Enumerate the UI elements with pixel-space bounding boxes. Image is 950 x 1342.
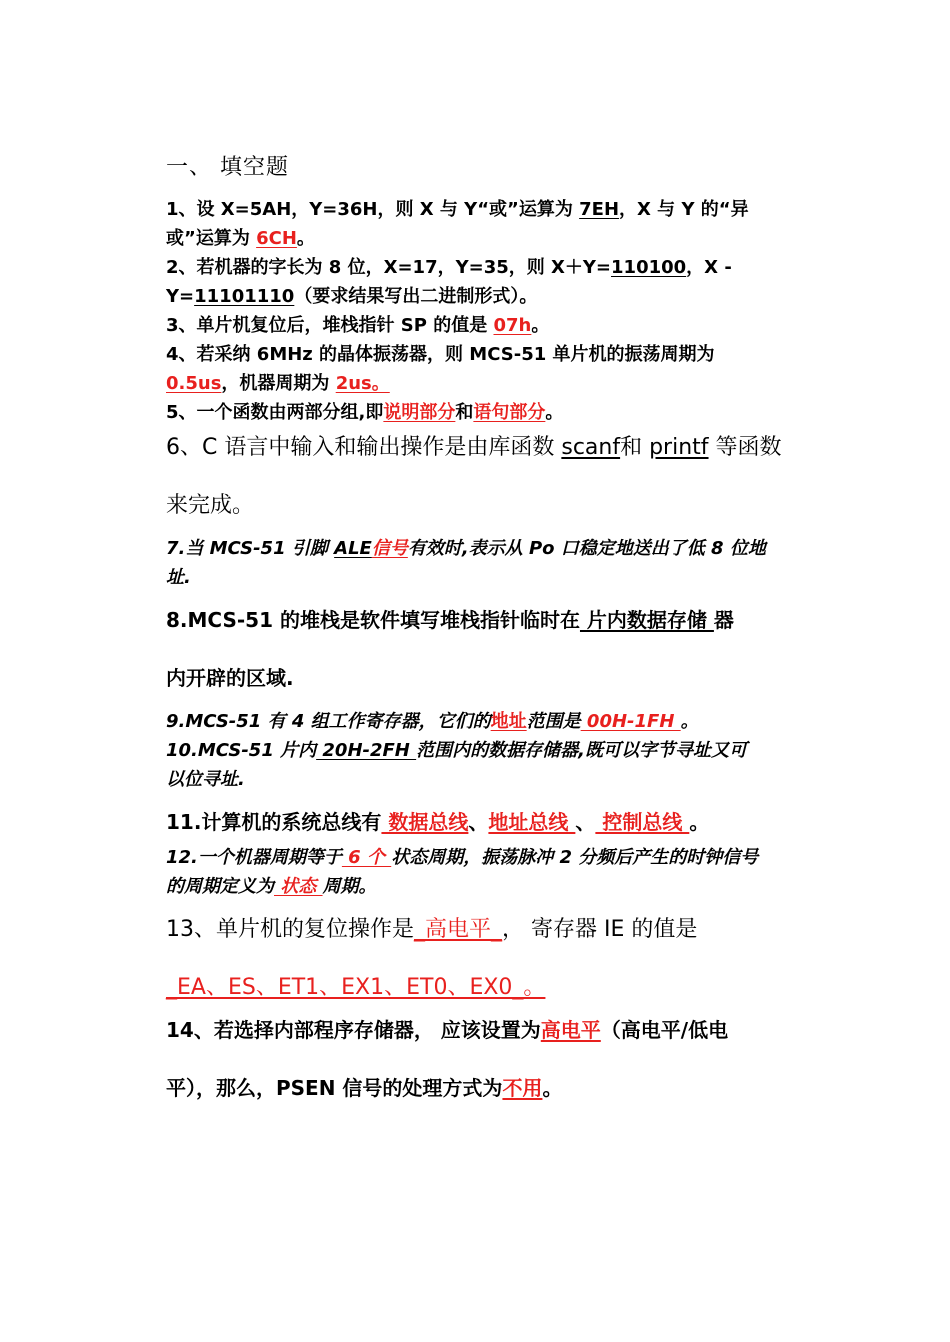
- q14-text: 14、若选择内部程序存储器， 应该设置为: [166, 1018, 541, 1042]
- q13-text: 13、单片机的复位操作是: [166, 917, 414, 942]
- q8-text-2: 器: [713, 608, 734, 632]
- question-12: [166, 843, 806, 901]
- q12-text: 12.一个机器周期等于: [166, 847, 342, 868]
- q2-text-2: ，X -: [686, 257, 732, 278]
- q12-text-4: 周期。: [322, 876, 377, 897]
- q6-text-2: 和: [620, 435, 650, 460]
- document-page: [166, 150, 806, 1103]
- q3-text: 3、单片机复位后，堆栈指针 SP 的值是: [166, 315, 494, 336]
- q11-sep-2: 、: [575, 810, 596, 834]
- q2-answer-sum: 110100: [611, 257, 687, 278]
- q3-answer: 07h: [493, 315, 532, 336]
- question-5: [166, 398, 806, 427]
- q14-text-4: 。: [542, 1076, 563, 1100]
- q5-text-3: 。: [545, 402, 564, 423]
- q14-answer-psen: 不用: [502, 1076, 543, 1100]
- q3-text-2: 。: [531, 315, 550, 336]
- question-2: [166, 253, 806, 311]
- q4-answer-osc: 0.5us: [166, 373, 222, 394]
- question-8: [166, 606, 806, 693]
- question-14: [166, 1016, 806, 1103]
- question-9: [166, 707, 806, 736]
- q2-answer-diff: 11101110: [194, 286, 295, 307]
- q1-text-4: 。: [296, 228, 315, 249]
- q1-text-2: ，X 与 Y 的“异: [619, 199, 749, 220]
- q6-text-3: 等函数: [708, 435, 782, 460]
- q6-text-4: 来完成。: [166, 493, 255, 518]
- q12-answer-state: 状态: [274, 876, 323, 897]
- q9-answer-addr: 地址: [490, 711, 527, 732]
- q4-text: 4、若采纳 6MHz 的晶体振荡器，则 MCS-51 单片机的振荡周期为: [166, 344, 715, 365]
- q2-text: 2、若机器的字长为 8 位，X=17，Y=35，则 X＋Y=: [166, 257, 612, 278]
- q8-text-3: 内开辟的区域.: [166, 666, 294, 690]
- question-4: [166, 340, 806, 398]
- q2-text-3: Y=: [166, 286, 195, 307]
- q7-text-2: 有效时,表示从 Po 口稳定地送出了低 8 位地: [407, 538, 766, 559]
- q5-answer-2: 语句部分: [473, 402, 546, 423]
- q10-answer: 20H-2FH: [316, 740, 417, 761]
- q11-text: 11.计算机的系统总线有: [166, 810, 382, 834]
- q14-text-2: （高电平/低电: [600, 1018, 729, 1042]
- q9-answer-range: 00H-1FH: [580, 711, 681, 732]
- q11-answer-ctrl-bus: 控制总线: [595, 810, 690, 834]
- q11-text-2: 。: [689, 810, 710, 834]
- q1-answer-xor: 6CH: [256, 228, 297, 249]
- q11-answer-data-bus: 数据总线: [381, 810, 469, 834]
- q5-text-2: 和: [455, 402, 474, 423]
- question-11: [166, 808, 806, 837]
- q1-answer-or: 7EH: [579, 199, 620, 220]
- q13-answer-ie: _EA、ES、ET1、EX1、ET0、EX0_。: [166, 975, 546, 1000]
- q8-answer: 片内数据存储: [579, 608, 714, 632]
- q10-text-2: 范围内的数据存储器,既可以字节寻址又可: [416, 740, 747, 761]
- q10-text: 10.MCS-51 片内: [166, 740, 317, 761]
- q7-answer-signal: 信号: [371, 538, 408, 559]
- q13-answer-reset: _高电平_: [414, 917, 503, 942]
- q7-text-3: 址.: [166, 567, 191, 588]
- q9-text: 9.MCS-51 有 4 组工作寄存器，它们的: [166, 711, 491, 732]
- q5-text: 5、一个函数由两部分组,即: [166, 402, 384, 423]
- q9-text-3: 。: [680, 711, 699, 732]
- q1-text-3: 或”运算为: [166, 228, 257, 249]
- question-10: [166, 736, 806, 794]
- q12-answer-count: 6 个: [341, 847, 392, 868]
- section-title: 一、 填空题: [166, 155, 289, 180]
- q10-text-3: 以位寻址.: [166, 769, 245, 790]
- q4-text-2: ，机器周期为: [221, 373, 336, 394]
- q1-text: 1、设 X=5AH，Y=36H，则 X 与 Y“或”运算为: [166, 199, 580, 220]
- q14-text-3: 平），那么，PSEN 信号的处理方式为: [166, 1076, 503, 1100]
- q6-answer-scanf: scanf: [561, 435, 621, 460]
- q4-answer-cycle: 2us。: [335, 373, 390, 394]
- q14-answer-level: 高电平: [540, 1018, 601, 1042]
- q6-text: 6、C 语言中输入和输出操作是由库函数: [166, 435, 562, 460]
- q12-text-2: 状态周期，振荡脉冲 2 分频后产生的时钟信号: [391, 847, 759, 868]
- q6-answer-printf: printf: [649, 435, 709, 460]
- q7-answer-ale: ALE: [334, 538, 372, 559]
- q13-text-2: ， 寄存器 IE 的值是: [502, 917, 698, 942]
- q2-text-4: （要求结果写出二进制形式）。: [294, 286, 538, 307]
- question-6: [166, 433, 806, 520]
- q7-text: 7.当 MCS-51 引脚: [166, 538, 335, 559]
- question-7: [166, 534, 806, 592]
- q12-text-3: 的周期定义为: [166, 876, 274, 897]
- question-13: [166, 915, 806, 1002]
- q11-sep: 、: [468, 810, 489, 834]
- q5-answer-1: 说明部分: [383, 402, 456, 423]
- q11-answer-addr-bus: 地址总线: [488, 810, 576, 834]
- q9-text-2: 范围是: [526, 711, 581, 732]
- q8-text: 8.MCS-51 的堆栈是软件填写堆栈指针临时在: [166, 608, 580, 632]
- question-1: [166, 195, 806, 253]
- question-3: [166, 311, 806, 340]
